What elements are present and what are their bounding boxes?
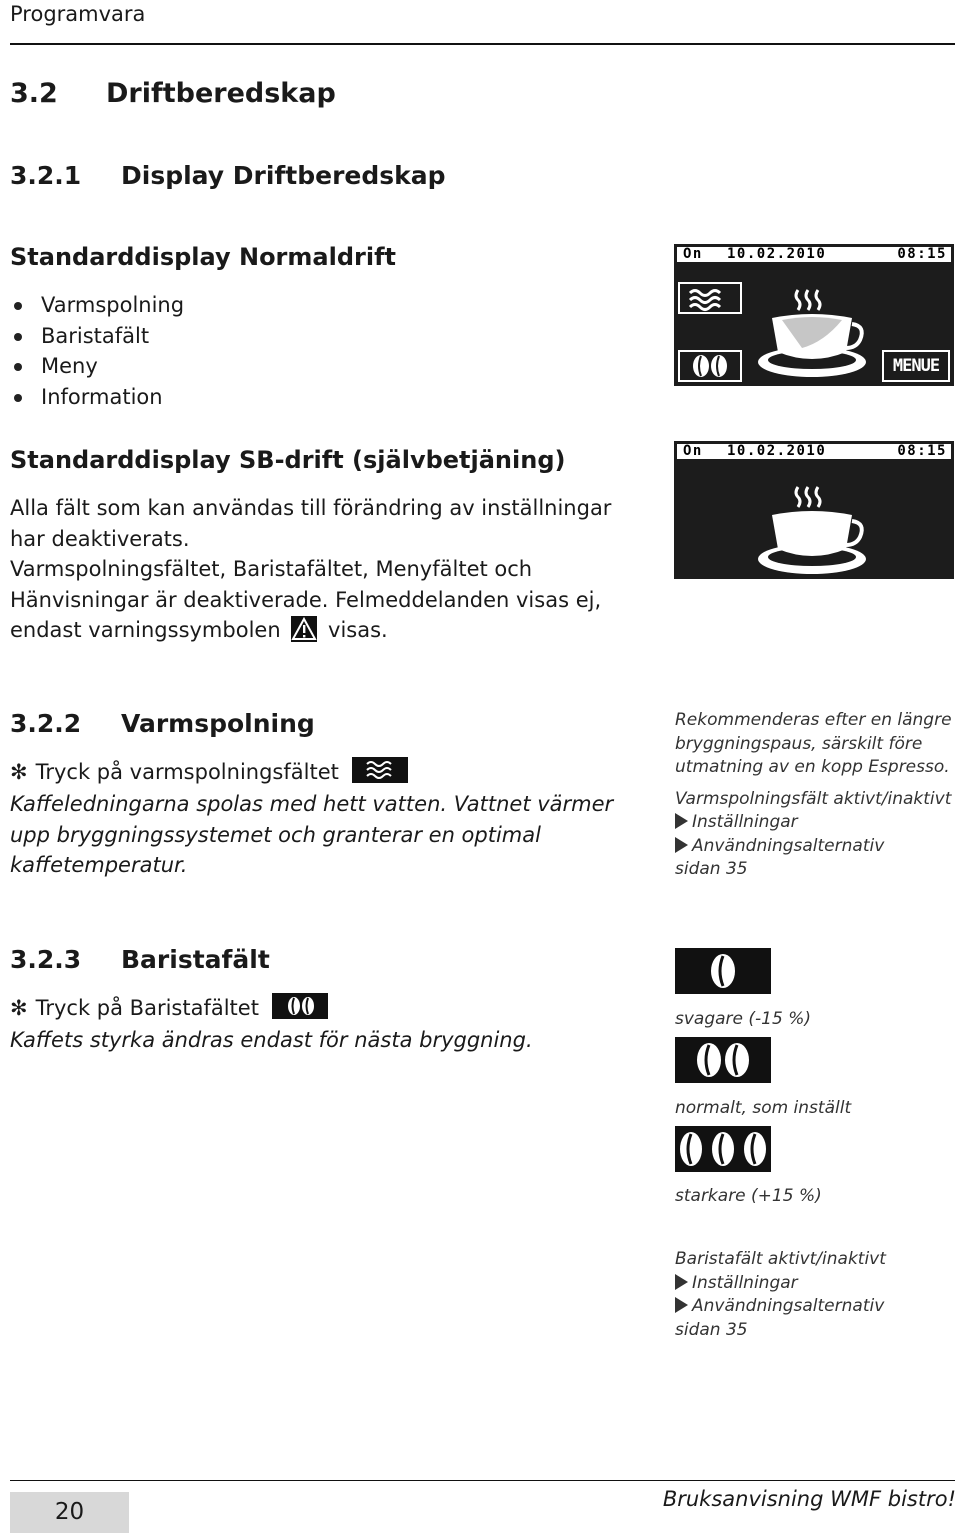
triangle-right-icon (675, 1297, 688, 1313)
display-date: 10.02.2010 (727, 443, 827, 459)
rinse-ref-item: Inställningar (675, 811, 960, 835)
subsection-title: Display Driftberedskap (121, 161, 446, 190)
display-sb-mode (674, 441, 954, 579)
text-line: har deaktiverats. (10, 526, 190, 551)
action-line: ✻ Tryck på Baristafältet (10, 993, 328, 1024)
subsection-number: 3.2.2 (10, 709, 82, 738)
subsection-number: 3.2.1 (10, 161, 82, 190)
coffee-cup-icon (752, 288, 870, 380)
sb-mode-description (10, 493, 650, 646)
list-item: Information (10, 382, 184, 413)
action-star-icon: ✻ (10, 996, 28, 1020)
action-star-icon: ✻ (10, 760, 28, 784)
display-mode: On (683, 246, 703, 262)
page-number: 20 (10, 1492, 129, 1533)
triangle-right-icon (675, 813, 688, 829)
rinse-note: Rekommenderas efter en längre bryggningspaus, särskilt före utmatning av en kopp Espresso. Varmspolningsfält aktivt/inaktivt Inställningar Användningsalternativ sidan 35 (675, 709, 960, 882)
section-title: Driftberedskap (106, 78, 336, 109)
subsection-number: 3.2.3 (10, 945, 82, 974)
text-line: Hänvisningar är deaktiverade. Felmeddelanden visas ej, (10, 587, 602, 612)
display-normal-mode (674, 244, 954, 386)
rinse-ref-page: sidan 35 (675, 859, 748, 879)
strength-strong-label: starkare (+15 %) (675, 1186, 822, 1206)
barista-result: Kaffets styrka ändras endast för nästa bryggning. (10, 1028, 533, 1052)
rinse-result (10, 789, 650, 881)
running-header: Programvara (10, 2, 146, 26)
display-mode: On (683, 443, 703, 459)
display-status-bar (677, 444, 951, 459)
barista-field-button[interactable] (678, 350, 742, 382)
barista-ref-title: Baristafält aktivt/inaktivt (675, 1249, 886, 1269)
barista-ref-item: Inställningar (675, 1272, 960, 1296)
text-line: Alla fält som kan användas till förändring av inställningar (10, 496, 612, 520)
list-item: Meny (10, 351, 184, 382)
header-rule (10, 43, 955, 45)
text-line: Varmspolningsfältet, Baristafältet, Menyfältet och (10, 557, 533, 581)
coffee-cup-icon (752, 485, 870, 577)
strength-normal-label: normalt, som inställt (675, 1098, 852, 1118)
display-date: 10.02.2010 (727, 246, 827, 262)
coffee-beans-icon (680, 352, 740, 380)
rinse-field-button[interactable] (678, 282, 742, 314)
display-time: 08:15 (897, 246, 947, 262)
text-line: kaffetemperatur. (10, 853, 188, 877)
sb-mode-heading: Standarddisplay SB-drift (självbetjäning) (10, 446, 566, 474)
text-line: Kaffeledningarna spolas med hett vatten. Vattnet värmer (10, 792, 614, 816)
text-line: endast varningssymbolen visas. (10, 618, 388, 642)
normal-mode-list (10, 290, 184, 412)
display-time: 08:15 (897, 443, 947, 459)
action-line: ✻ Tryck på varmspolningsfältet (10, 757, 408, 788)
subsection-title: Varmspolning (121, 709, 315, 738)
section-number: 3.2 (10, 78, 58, 109)
footer-rule (10, 1480, 955, 1481)
rinse-waves-icon (680, 284, 740, 312)
list-item: Baristafält (10, 321, 184, 352)
list-item: Varmspolning (10, 290, 184, 321)
menu-label: MENUE (892, 356, 940, 376)
menu-field-button[interactable] (882, 350, 950, 382)
bean-strength-weak-icon (675, 948, 771, 994)
barista-note (675, 1248, 960, 1342)
subsection-title: Baristafält (121, 945, 270, 974)
rinse-field-icon (352, 757, 408, 783)
rinse-ref-title: Varmspolningsfält aktivt/inaktivt (675, 788, 952, 809)
strength-weak-label: svagare (-15 %) (675, 1009, 811, 1029)
barista-field-icon (272, 993, 328, 1019)
warning-icon (291, 616, 317, 642)
rinse-ref-item: Användningsalternativ (675, 835, 960, 859)
barista-ref-item: Användningsalternativ (675, 1295, 960, 1319)
text-line: upp bryggningssystemet och granterar en optimal (10, 822, 541, 847)
triangle-right-icon (675, 1274, 688, 1290)
normal-mode-heading: Standarddisplay Normaldrift (10, 243, 396, 271)
triangle-right-icon (675, 837, 688, 853)
bean-strength-strong-icon (675, 1126, 771, 1172)
display-status-bar (677, 247, 951, 262)
barista-ref-page: sidan 35 (675, 1319, 748, 1340)
bean-strength-normal-icon (675, 1037, 771, 1083)
footer-manual-title: Bruksanvisning WMF bistro! (662, 1487, 956, 1511)
